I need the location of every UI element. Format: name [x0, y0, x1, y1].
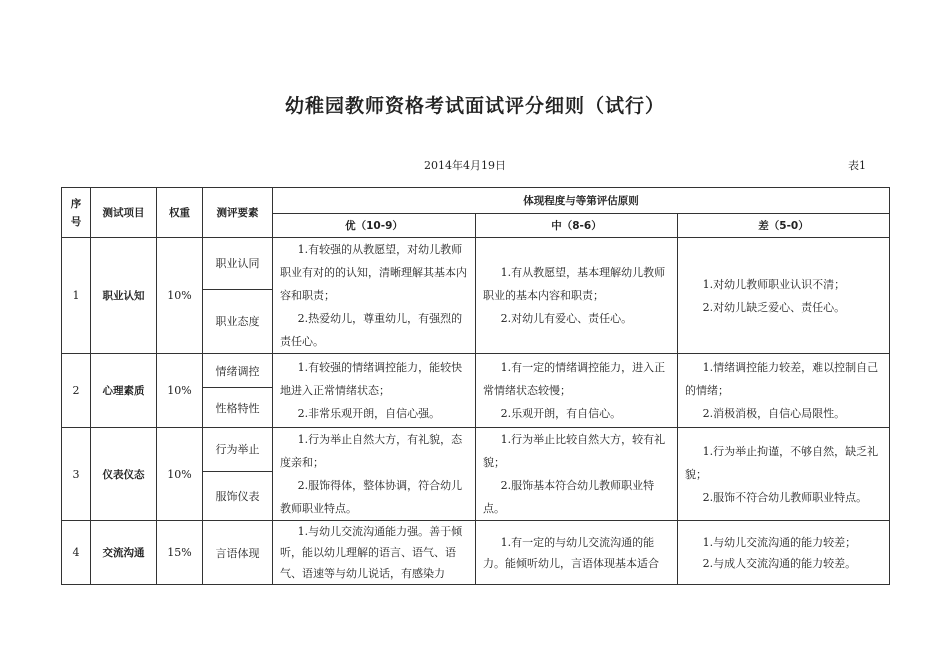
row-element: 性格特性 — [203, 388, 273, 428]
criterion-text: 1.与幼儿交流沟通能力强。善于倾听，能以幼儿理解的语言、语气、语气、语速等与幼儿说话，有感染力 — [280, 525, 463, 580]
row-seq: 1 — [62, 238, 91, 354]
scoring-table — [61, 187, 890, 585]
row-element: 职业态度 — [203, 289, 273, 353]
criterion-text: 1.有较强的从教愿望，对幼儿教师职业有对的的认知，清晰理解其基本内容和职责； — [280, 243, 467, 302]
row-poor — [678, 521, 890, 585]
criterion-text: 2.服饰得体，整体协调，符合幼儿教师职业特点。 — [280, 479, 463, 515]
criterion-text: 1.行为举止自然大方，有礼貌，态度亲和； — [280, 433, 463, 469]
table-number: 表1 — [848, 159, 866, 172]
criterion-text: 1.行为举止拘谨，不够自然，缺乏礼貌； — [685, 444, 879, 481]
criterion-text: 1.有从教愿望，基本理解幼儿教师职业的基本内容和职责； — [483, 266, 666, 302]
criterion-text: 2.对幼儿有爱心、责任心。 — [500, 312, 633, 325]
row-good — [273, 354, 476, 428]
row-seq: 3 — [62, 428, 91, 521]
header-element: 测评要素 — [203, 188, 273, 238]
row-element: 言语体现 — [203, 521, 273, 585]
row-good — [273, 521, 476, 585]
criterion-text: 2.消极消极，自信心局限性。 — [702, 407, 846, 420]
criterion-text: 1.情绪调控能力较差，难以控制自己的情绪； — [685, 361, 879, 397]
row-seq: 2 — [62, 354, 91, 428]
row-item: 交流沟通 — [91, 521, 157, 585]
header-seq: 序号 — [62, 188, 91, 238]
row-weight: 15% — [157, 521, 203, 585]
header-mid: 中（8-6） — [476, 214, 678, 238]
criterion-text: 2.乐观开朗，有自信心。 — [500, 407, 622, 420]
criterion-text: 2.服饰不符合幼儿教师职业特点。 — [702, 490, 868, 504]
row-element: 情绪调控 — [203, 354, 273, 388]
row-poor — [678, 354, 890, 428]
criterion-text: 2.服饰基本符合幼儿教师职业特点。 — [483, 479, 655, 515]
header-principle: 体现程度与等第评估原则 — [273, 188, 890, 214]
header-poor: 差（5-0） — [678, 214, 890, 238]
row-element: 行为举止 — [203, 428, 273, 472]
row-seq: 4 — [62, 521, 91, 585]
row-good — [273, 428, 476, 521]
document-title: 幼稚园教师资格考试面试评分细则（试行） — [284, 95, 665, 117]
row-good — [273, 238, 476, 354]
row-element: 职业认同 — [203, 238, 273, 290]
row-weight: 10% — [157, 238, 203, 354]
row-poor — [678, 428, 890, 521]
document-date: 2014年4月19日 — [424, 159, 506, 172]
row-element: 服饰仪表 — [203, 471, 273, 520]
row-item: 仪表仪态 — [91, 428, 157, 521]
row-weight: 10% — [157, 354, 203, 428]
criterion-text: 1.有一定的情绪调控能力，进入正常情绪状态较慢； — [483, 361, 666, 397]
row-item: 职业认知 — [91, 238, 157, 354]
criterion-text: 2.与成人交流沟通的能力较差。 — [702, 556, 857, 570]
criterion-text: 1.有较强的情绪调控能力，能较快地进入正常情绪状态； — [280, 361, 463, 397]
row-weight: 10% — [157, 428, 203, 521]
row-item: 心理素质 — [91, 354, 157, 428]
row-mid — [476, 238, 678, 354]
row-poor — [678, 238, 890, 354]
header-item: 测试项目 — [91, 188, 157, 238]
criterion-text: 1.对幼儿教师职业认识不清； — [702, 277, 846, 291]
criterion-text: 1.行为举止比较自然大方，较有礼貌； — [483, 433, 666, 469]
row-mid — [476, 354, 678, 428]
header-good: 优（10-9） — [273, 214, 476, 238]
row-mid — [476, 428, 678, 521]
criterion-text: 2.热爱幼儿，尊重幼儿，有强烈的责任心。 — [280, 312, 463, 348]
criterion-text: 2.对幼儿缺乏爱心、责任心。 — [702, 300, 846, 314]
criterion-text: 1.与幼儿交流沟通的能力较差； — [702, 535, 857, 549]
criterion-text: 1.有一定的与幼儿交流沟通的能力。能倾听幼儿，言语体现基本适合 — [483, 535, 659, 570]
header-weight: 权重 — [157, 188, 203, 238]
criterion-text: 2.非常乐观开朗，自信心强。 — [297, 407, 441, 420]
row-mid — [476, 521, 678, 585]
